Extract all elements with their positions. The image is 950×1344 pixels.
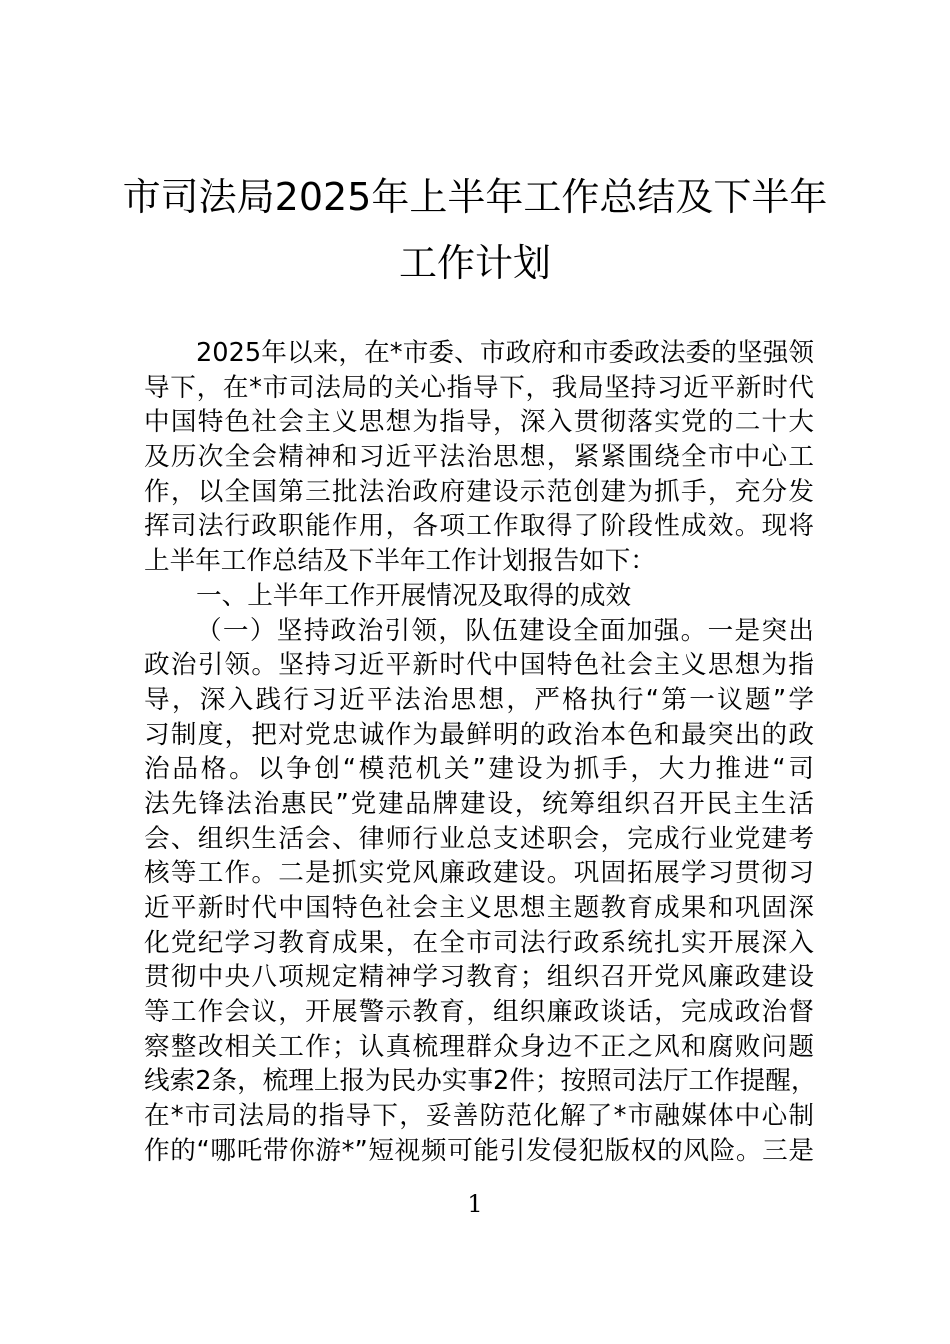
paragraph-line: 上半年工作总结及下半年工作计划报告如下：	[144, 546, 656, 577]
paragraph-line: 导下，在*市司法局的关心指导下，我局坚持习近平新时代	[144, 372, 814, 403]
paragraph-line: 中国特色社会主义思想为指导，深入贯彻落实党的二十大	[144, 407, 814, 438]
paragraph-line: 在*市司法局的指导下，妥善防范化解了*市融媒体中心制	[144, 1101, 814, 1132]
section-heading: 一、上半年工作开展情况及取得的成效	[196, 580, 632, 611]
paragraph-line: 线索2条，梳理上报为民办实事2件；按照司法厅工作提醒，	[144, 1066, 817, 1097]
paragraph-line: 挥司法行政职能作用，各项工作取得了阶段性成效。现将	[144, 511, 814, 542]
paragraph-line: 习制度，把对党忠诚作为最鲜明的政治本色和最突出的政	[144, 719, 814, 750]
paragraph-line: 法先锋法治惠民”党建品牌建设，统筹组织召开民主生活	[144, 788, 814, 819]
paragraph-line: 等工作会议，开展警示教育，组织廉政谈话，完成政治督	[144, 997, 814, 1028]
paragraph-line: 作的“哪吒带你游*”短视频可能引发侵犯版权的风险。三是	[144, 1135, 814, 1166]
paragraph-line: 会、组织生活会、律师行业总支述职会，完成行业党建考	[144, 823, 814, 854]
paragraph-line: （一）坚持政治引领，队伍建设全面加强。一是突出	[196, 615, 814, 646]
document-body	[144, 336, 817, 1169]
document-title-line-1: 市司法局2025年上半年工作总结及下半年	[122, 175, 828, 219]
paragraph-line: 导，深入践行习近平法治思想，严格执行“第一议题”学	[144, 684, 814, 715]
paragraph-line: 2025年以来，在*市委、市政府和市委政法委的坚强领	[196, 338, 814, 368]
paragraph-line: 贯彻中央八项规定精神学习教育；组织召开党风廉政建设	[144, 962, 814, 993]
paragraph-line: 近平新时代中国特色社会主义思想主题教育成果和巩固深	[144, 893, 814, 923]
paragraph-line: 政治引领。坚持习近平新时代中国特色社会主义思想为指	[144, 650, 814, 681]
paragraph-line: 察整改相关工作；认真梳理群众身边不正之风和腐败问题	[144, 1031, 814, 1062]
paragraph-line: 化党纪学习教育成果，在全市司法行政系统扎实开展深入	[144, 927, 814, 958]
paragraph-line: 核等工作。二是抓实党风廉政建设。巩固拓展学习贯彻习	[144, 858, 814, 889]
paragraph-line: 治品格。以争创“模范机关”建设为抓手，大力推进“司	[144, 754, 814, 785]
paragraph-line: 及历次全会精神和习近平法治思想，紧紧围绕全市中心工	[144, 442, 814, 473]
document-title-line-2: 工作计划	[398, 241, 551, 285]
page-number: 1	[467, 1190, 483, 1218]
paragraph-line: 作，以全国第三批法治政府建设示范创建为抓手，充分发	[144, 476, 814, 507]
